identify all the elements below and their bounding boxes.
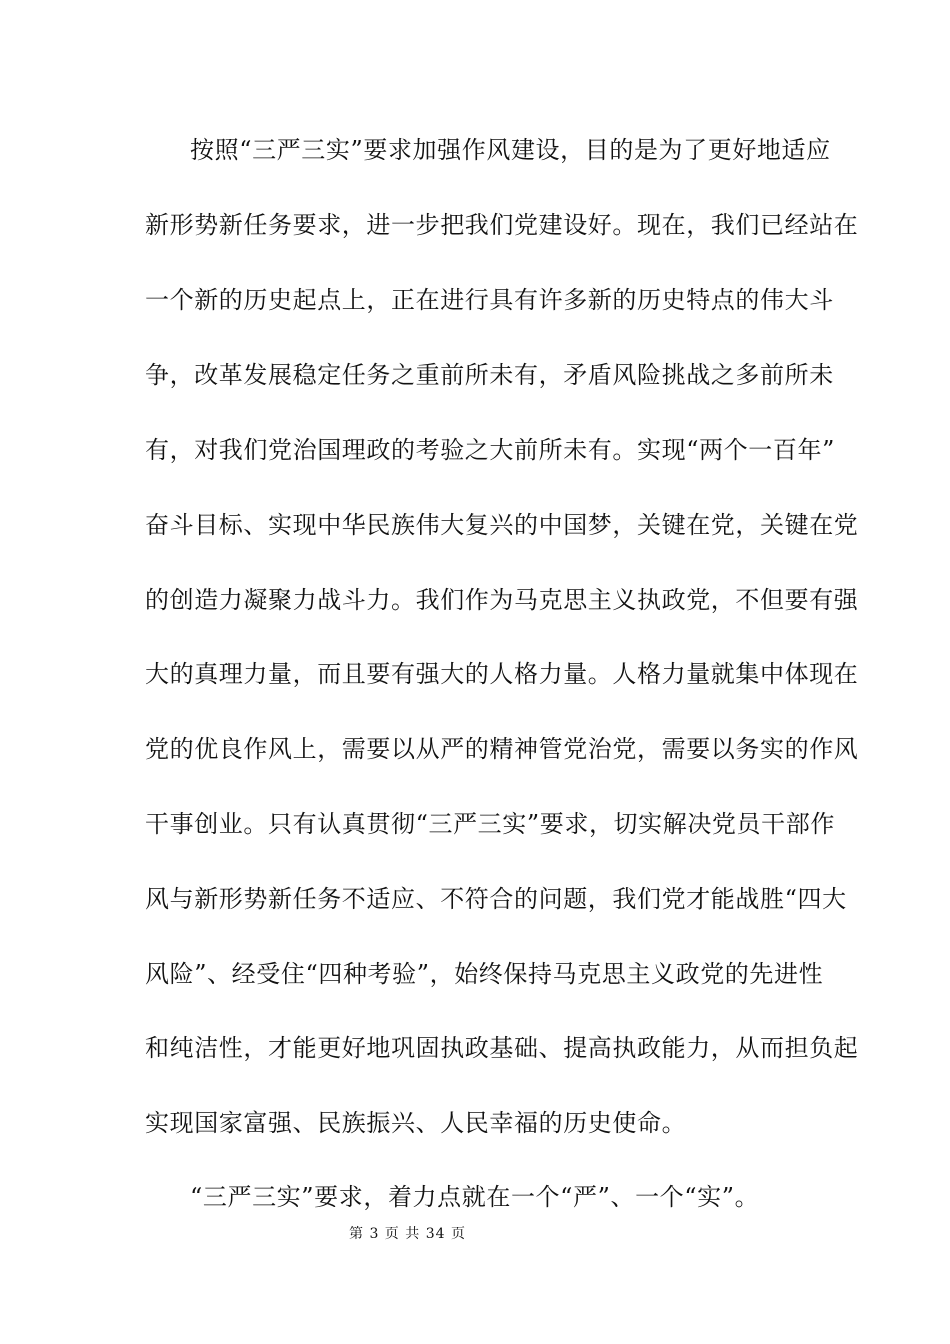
paragraph-line: 大的真理力量，而且要有强大的人格力量。人格力量就集中体现在 [145, 660, 859, 688]
paragraph-line: 奋斗目标、实现中华民族伟大复兴的中国梦，关键在党，关键在党 [145, 511, 859, 539]
paragraph-line: “三严三实”要求，着力点就在一个“严”、一个“实”。 [190, 1183, 760, 1211]
paragraph-line: 争，改革发展稳定任务之重前所未有，矛盾风险挑战之多前所未 [145, 361, 834, 389]
paragraph-line: 党的优良作风上，需要以从严的精神管党治党，需要以务实的作风 [145, 735, 859, 763]
paragraph-line: 干事创业。只有认真贯彻“三严三实”要求，切实解决党员干部作 [145, 810, 835, 838]
paragraph-line: 风险”、经受住“四种考验”，始终保持马克思主义政党的先进性 [145, 960, 824, 988]
paragraph-line: 新形势新任务要求，进一步把我们党建设好。现在，我们已经站在 [145, 211, 859, 239]
paragraph-line: 风与新形势新任务不适应、不符合的问题，我们党才能战胜“四大 [145, 885, 847, 913]
paragraph-line: 的创造力凝聚力战斗力。我们作为马克思主义执政党，不但要有强 [145, 586, 859, 614]
paragraph-line: 和纯洁性，才能更好地巩固执政基础、提高执政能力，从而担负起 [145, 1034, 859, 1062]
page-number-footer: 第 3 页 共 34 页 [349, 1226, 466, 1242]
paragraph-line: 按照“三严三实”要求加强作风建设，目的是为了更好地适应 [190, 136, 831, 164]
paragraph-line: 一个新的历史起点上，正在进行具有许多新的历史特点的伟大斗 [145, 286, 834, 314]
paragraph-line: 实现国家富强、民族振兴、人民幸福的历史使命。 [145, 1109, 687, 1137]
paragraph-line: 有，对我们党治国理政的考验之大前所未有。实现“两个一百年” [145, 436, 835, 464]
